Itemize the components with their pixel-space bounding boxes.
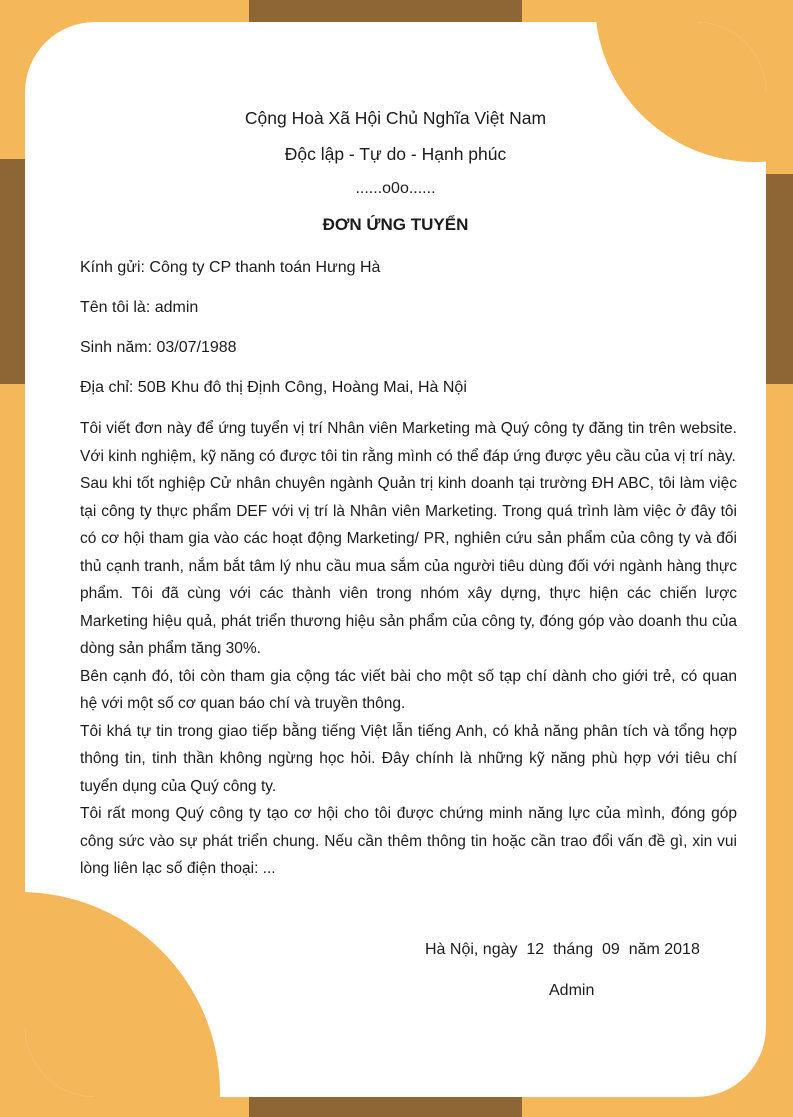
header-separator: ......o0o...... <box>355 180 436 197</box>
signer-name: Admin <box>549 982 595 999</box>
national-motto: Độc lập - Tự do - Hạnh phúc <box>284 144 507 164</box>
decorative-band-top <box>249 0 522 22</box>
letter-paper <box>25 22 766 1097</box>
decorative-band-right <box>766 174 793 384</box>
recipient-line: Kính gửi: Công ty CP thanh toán Hưng Hà <box>80 259 381 276</box>
body-paragraph-skills: Tôi khá tự tin trong giao tiếp bằng tiếng Việt lẫn tiếng Anh, có khả năng phân tích và tổng hợp thông tin, tinh thần không ngừng học hỏi. Đây chính là những kỹ năng phù hợp với tiêu chí tuyển dụng của Quý công ty. <box>80 722 737 795</box>
birth-date-line: Sinh năm: 03/07/1988 <box>80 339 237 356</box>
address-line: Địa chỉ: 50B Khu đô thị Định Công, Hoàng Mai, Hà Nội <box>80 379 467 396</box>
document-title: ĐƠN ỨNG TUYỂN <box>322 215 469 234</box>
decorative-band-left <box>0 159 25 384</box>
body-paragraph-closing: Tôi rất mong Quý công ty tạo cơ hội cho tôi được chứng minh năng lực của mình, đóng góp công sức vào sự phát triển chung. Nếu cần thêm thông tin hoặc cần trao đổi vấn đề gì, xin vui lòng liên lạc số điện thoại: ... <box>80 805 737 877</box>
body-paragraph-intro: Tôi viết đơn này để ứng tuyển vị trí Nhân viên Marketing mà Quý công ty đăng tin trên website. Với kinh nghiệm, kỹ năng có được tôi tin rằng mình có thể đáp ứng được yêu cầu của vị trí này. <box>80 420 737 465</box>
body-paragraph-experience: Sau khi tốt nghiệp Cử nhân chuyên ngành Quản trị kinh doanh tại trường ĐH ABC, tôi làm việc tại công ty thực phẩm DEF với vị trí là Nhân viên Marketing. Trong quá trình làm việc ở đây tôi có cơ hội tham gia vào các hoạt động Marketing/ PR, nghiên cứu sản phẩm của công ty và đối thủ cạnh tranh, nắm bắt tâm lý nhu cầu mua sắm của người tiêu dùng đối với ngành hàng thực phẩm. Tôi đã cùng với các thành viên trong nhóm xây dựng, thực hiện các chiến lược Marketing hiệu quả, phát triển thương hiệu sản phẩm của công ty, đóng góp vào doanh thu của dòng sản phẩm tăng 30%. <box>80 475 737 657</box>
national-title: Cộng Hoà Xã Hội Chủ Nghĩa Việt Nam <box>244 108 547 128</box>
body-paragraph-activities: Bên cạnh đó, tôi còn tham gia cộng tác viết bài cho một số tạp chí dành cho giới trẻ, có quan hệ với một số cơ quan báo chí và truyền thông. <box>80 667 737 712</box>
decorative-band-bottom <box>249 1097 522 1117</box>
date-place-line: Hà Nội, ngày 12 tháng 09 năm 2018 <box>425 941 700 958</box>
applicant-name-line: Tên tôi là: admin <box>80 299 199 316</box>
letter-content <box>25 22 766 1097</box>
letter-body <box>80 415 737 883</box>
